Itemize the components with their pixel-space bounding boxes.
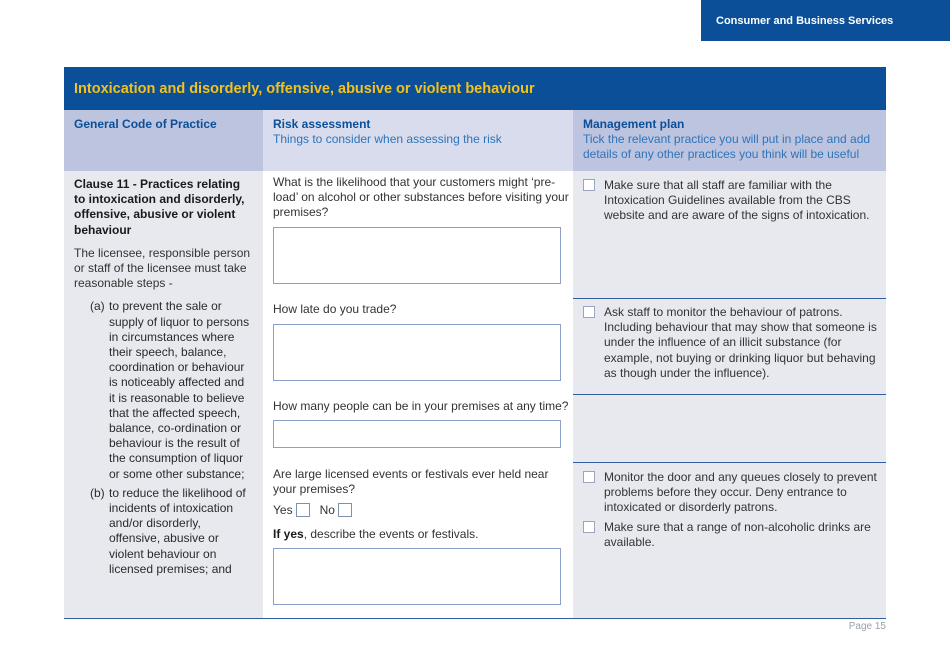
- question-trading-hours: How late do you trade?: [273, 302, 397, 316]
- section-title: Intoxication and disorderly, offensive, abusive or violent behaviour: [74, 80, 535, 97]
- yes-checkbox[interactable]: [296, 503, 310, 517]
- list-item: [74, 486, 253, 577]
- plan-subheading: Tick the relevant practice you will put in place and add details of any other practices you think will be useful: [583, 132, 871, 161]
- list-item-label: (b): [90, 485, 105, 500]
- risk-heading: Risk assessment: [273, 117, 371, 131]
- yes-label: Yes: [273, 503, 293, 517]
- list-item-text: to prevent the sale or supply of liquor to persons in circumstances where their speech, balance, coordination or behaviour is noticeably affected and it is reasonable to believe that the affected speech, balance, co-ordination or behaviour is the result of the consumption of liquor or some other substance;: [109, 299, 250, 481]
- plan-item-text: Monitor the door and any queues closely to prevent problems before they occur. Deny entrance to intoxicated or disorderly patrons.: [604, 470, 877, 515]
- plan-item-text: Make sure that all staff are familiar with the Intoxication Guidelines available from the CBS website and are aware of the signs of intoxication.: [604, 178, 870, 223]
- page-number: Page 15: [848, 621, 886, 632]
- clause-intro: The licensee, responsible person or staff of the licensee must take reasonable steps -: [74, 245, 251, 291]
- list-item-text: to reduce the likelihood of incidents of intoxication and/or disorderly, offensive, abusive or violent behaviour on licensed premises; and: [109, 485, 246, 576]
- row-divider: [573, 394, 886, 395]
- plan-column: [573, 171, 886, 618]
- risk-subheading: Things to consider when assessing the risk: [273, 132, 502, 146]
- plan-item: [583, 178, 879, 224]
- risk-column-header: [263, 110, 573, 171]
- code-heading: General Code of Practice: [74, 117, 217, 131]
- yes-no-options: [273, 503, 362, 517]
- answer-box-capacity[interactable]: [273, 420, 561, 448]
- question-capacity: How many people can be in your premises at any time?: [273, 399, 569, 413]
- answer-box-events[interactable]: [273, 548, 561, 605]
- plan-item-text: Ask staff to monitor the behaviour of patrons. Including behaviour that may show that someone is under the influence of an illicit substance (for example, not buying or drinking liquor but behaving as though under the influence).: [604, 305, 877, 380]
- answer-box-preload[interactable]: [273, 227, 561, 284]
- question-events: Are large licensed events or festivals ever held near your premises?: [273, 467, 549, 497]
- question-preload: What is the likelihood that your customers might ‘pre-load’ on alcohol or other substances before visiting your premises?: [273, 175, 569, 220]
- plan-item: [583, 470, 879, 516]
- plan-item: [583, 305, 879, 381]
- plan-column-header: [573, 110, 886, 171]
- plan-item: [583, 520, 879, 550]
- if-yes-rest: , describe the events or festivals.: [303, 527, 479, 541]
- bottom-rule: [64, 618, 886, 619]
- list-item: [74, 299, 253, 481]
- plan-item-text: Make sure that a range of non-alcoholic drinks are available.: [604, 520, 871, 550]
- answer-box-trading-hours[interactable]: [273, 324, 561, 381]
- row-divider: [573, 298, 886, 299]
- plan-checkbox[interactable]: [583, 179, 595, 191]
- plan-checkbox[interactable]: [583, 306, 595, 318]
- plan-checkbox[interactable]: [583, 521, 595, 533]
- row-divider: [573, 462, 886, 463]
- code-column: [64, 171, 263, 618]
- clause-list: [74, 299, 253, 577]
- plan-heading: Management plan: [583, 117, 685, 131]
- code-column-header: [64, 110, 263, 171]
- no-label: No: [319, 503, 335, 517]
- if-yes-instruction: [273, 527, 478, 541]
- org-name: Consumer and Business Services: [716, 14, 894, 27]
- if-yes-bold: If yes: [273, 527, 304, 541]
- clause-title: Clause 11 - Practices relating to intoxication and disorderly, offensive, abusive or violent behaviour: [74, 177, 245, 237]
- section-title-bar: [64, 67, 886, 110]
- list-item-label: (a): [90, 299, 105, 314]
- plan-checkbox[interactable]: [583, 471, 595, 483]
- org-badge: [701, 0, 950, 41]
- no-checkbox[interactable]: [338, 503, 352, 517]
- risk-column: [263, 171, 573, 618]
